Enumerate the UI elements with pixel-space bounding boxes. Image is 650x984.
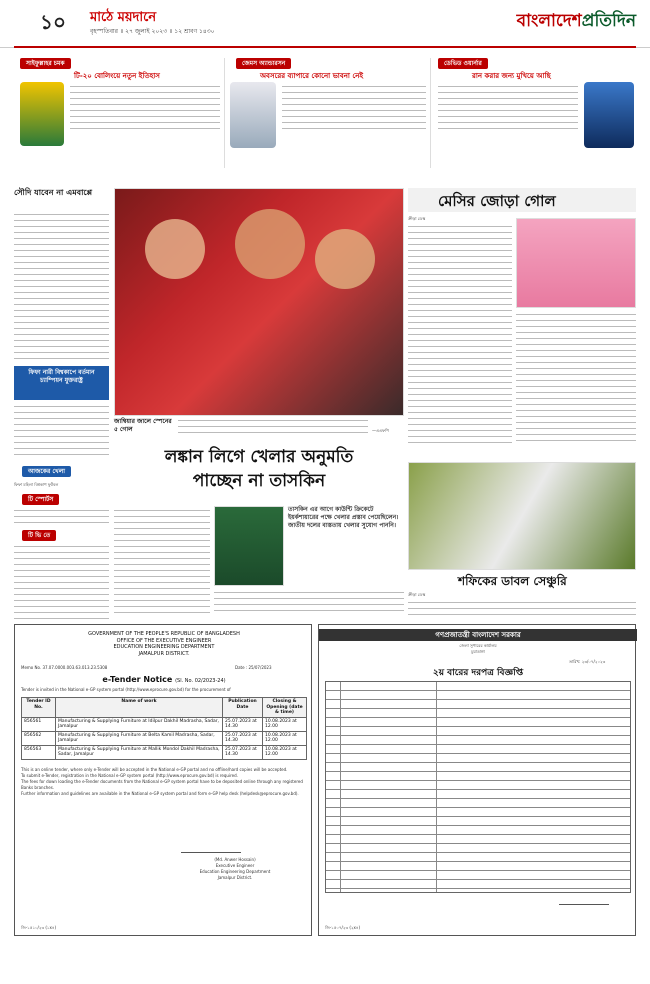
e-tender-notice [14, 624, 312, 936]
tv-schedule [14, 544, 109, 620]
signature-icon [559, 895, 609, 905]
story-headline: রান করার জন্য মুখিয়ে আছি [472, 72, 551, 80]
page-header [0, 0, 650, 48]
divider [430, 58, 431, 168]
tashkin-headline-1: লঙ্কান লিগে খেলার অনুমতি [164, 447, 354, 467]
photo-caption-body [178, 418, 368, 434]
top-story-1 [14, 58, 222, 184]
player-photo [584, 82, 634, 148]
header-rule [14, 46, 636, 48]
divider [224, 58, 225, 168]
office-line: জেলা সুপারের কার্যালয় [459, 643, 497, 648]
shafique-headline-band [408, 572, 636, 590]
notice-footer [21, 767, 307, 797]
brand-part-b: প্রতিদিন [581, 11, 636, 31]
tashkin-side-note: তাসকিন এর আগে কাউন্টি ক্রিকেটে ইয়র্কশায়ারের পক্ষে খেলার প্রস্তাব পেয়েছিলেন। জাতীয় দলের ব্যস্ততায় খেলার সুযোগ পাননি। [288, 506, 399, 529]
tashkin-body [214, 590, 404, 616]
shafique-photo [408, 462, 636, 570]
fixtures-tag: আজকের খেলা [22, 466, 71, 477]
player-figure [235, 209, 305, 279]
signer-name: (Md. Anwer Hossain) [214, 857, 256, 862]
left-column [14, 188, 109, 528]
brand-part-a: বাংলাদেশ [516, 11, 582, 31]
tashkin-photo [214, 506, 284, 586]
shafique-headline: শফিকের ডাবল সেঞ্চুরি [458, 574, 567, 588]
notice-title: e-Tender Notice [102, 675, 173, 684]
gov-line: GOVERNMENT OF THE PEOPLE'S REPUBLIC OF BANGLADESH [88, 631, 240, 637]
notice-issuer [15, 631, 313, 657]
byline: ক্রীড়া ডেস্ক [408, 216, 426, 221]
publication-date: 25.07.2023 at 14.30 [223, 731, 263, 745]
publication-date: 25.07.2023 at 14.30 [223, 717, 263, 731]
table-row [22, 731, 307, 745]
tashkin-headline-2: পাচ্ছেন না তাসকিন [192, 471, 326, 491]
top-story-2 [226, 58, 428, 184]
story-tag: জেমস অ্যান্ডারসন [236, 58, 291, 69]
story-body [408, 600, 636, 618]
player-photo [230, 82, 276, 148]
player-figure [145, 219, 205, 279]
listing [14, 508, 109, 524]
table-rule [340, 682, 341, 892]
story-body [408, 224, 512, 444]
footer-line: To submit e-Tender, registration in the National e-GP system portal (http://www.eprocure.gov.bd) is required. [21, 773, 238, 778]
notice-title: ২য় বারের দরপত্র বিজ্ঞপ্তি [432, 668, 524, 678]
story-body [516, 312, 636, 444]
notice-table [325, 681, 631, 893]
tashkin-headline-block [114, 446, 404, 502]
tender-id: 856563 [22, 745, 56, 759]
department-line: EDUCATION ENGINEERING DEPARTMENT [113, 644, 215, 650]
gov-banner: গণপ্রজাতন্ত্রী বাংলাদেশ সরকার [319, 629, 637, 641]
tv-tag: টি ভি তে [22, 530, 56, 541]
work-name: Manufacturing & Supplying Furniture at Belta Kamil Madrasha, Sadar, Jamalpur [56, 731, 223, 745]
memo-number: Memo No. 37.07.0000.003.63.013.23.5308 [21, 665, 108, 670]
table-row [22, 717, 307, 731]
messi-headline: মেসির জোড়া গোল [438, 192, 556, 210]
story-tag: ডেভিড ওয়ার্নার [438, 58, 488, 69]
signer-title: Executive Engineer [215, 863, 255, 868]
fixtures-item: ফিফা মহিলা বিশ্বকাপ ফুটবল [14, 482, 59, 487]
story-body [70, 84, 220, 132]
tv-listing [14, 530, 109, 620]
notice-serial: (Sl. No. 02/2023-24) [175, 678, 226, 684]
district-line: JAMALPUR DISTRICT. [138, 650, 190, 657]
page-number: ১০ [40, 10, 66, 34]
story-headline: অবসরের ব্যাপারে কোনো ভাবনা নেই [260, 72, 364, 80]
column-header: Publication Date [223, 698, 263, 718]
story-headline: টি-২০ বোলিংয়ে নতুন ইতিহাস [74, 72, 160, 80]
top-story-3 [432, 58, 636, 184]
date-line: বৃহস্পতিবার ॥ ২৭ জুলাই ২০২৩ ॥ ১২ শ্রাবণ ১৪৩০ [90, 28, 215, 35]
notice-date: Date : 25/07/2023 [235, 665, 272, 670]
story-tag: সাইফুল্লাহর চমক [20, 58, 71, 69]
district-line: চুয়াডাঙ্গা [471, 649, 485, 654]
tender-id: 856562 [22, 731, 56, 745]
tender-id: 856561 [22, 717, 56, 731]
photo-credit: —এএফপি [372, 428, 389, 433]
story-title: সৌদি যাবেন না এমবাপ্পে [14, 188, 93, 197]
table-row [22, 745, 307, 759]
office-line: OFFICE OF THE EXECUTIVE ENGINEER [116, 637, 212, 644]
notice-intro: Tender is invited in the National e-GP system portal (http://www.eprocure.gov.bd) for the procurement of [21, 687, 231, 692]
footer-line: This is an online tender, where only e-Tender will be accepted in the National e-GP portal and no offline/hard copies will be accepted. [21, 767, 288, 772]
bangla-tender-notice [318, 624, 636, 936]
work-name: Manufacturing & Supplying Furniture at Idilpur Dakhil Madrasha, Sadar, Jamalpur [56, 717, 223, 731]
tender-table [21, 697, 307, 760]
story-body [14, 404, 109, 458]
photo-caption-title: জাম্বিয়ার জালে স্পেনের ৫ গোল [114, 418, 172, 433]
footer-line: Further information and guidelines are available in the National e-GP system portal and form e-GP help desk (helpdesk@eprocure.gov.bd). [21, 791, 299, 796]
byline: ক্রীড়া ডেস্ক [408, 592, 426, 597]
notice-reference: জি-১৫১০/২৩ (১x৪) [21, 925, 57, 930]
column-header: Tender ID No. [22, 698, 56, 718]
notice-title-row [15, 675, 313, 684]
publication-date: 25.07.2023 at 14.30 [223, 745, 263, 759]
footer-line: The fees for down loading the e-Tender documents from the National e-GP system portal have to be deposited online through any registered Banks branches. [21, 779, 303, 790]
signature-icon [181, 841, 241, 853]
work-name: Manufacturing & Supplying Furniture at Mallik Mondol Dakhil Madrasha, Sadar, Jamalpur [56, 745, 223, 759]
player-figure [315, 229, 375, 289]
story-body [282, 84, 426, 132]
notice-reference: জি-১৫০৭/২৩ (২x৪) [325, 925, 361, 930]
signer-department: Education Engineering Department [199, 869, 271, 874]
player-photo [20, 82, 64, 146]
story-body [14, 212, 109, 362]
messi-story [408, 188, 636, 458]
team-celebration-photo [114, 188, 404, 416]
closing-date: 10.08.2023 at 12.00 [263, 731, 307, 745]
sports-tag: টি স্পোর্টস [22, 494, 59, 505]
notice-date: তারিখ: ২৩/০৭/২০২৩ [569, 659, 606, 664]
section-title: মাঠে ময়দানে [90, 10, 157, 25]
closing-date: 10.08.2023 at 12.00 [263, 745, 307, 759]
story-body [438, 84, 578, 132]
messi-photo [516, 218, 636, 308]
table-header-row [22, 698, 307, 718]
signer-district: Jamalpur District. [217, 875, 253, 880]
story-title-box: ফিফা নারী বিশ্বকাপে বর্তমান চ্যাম্পিয়ন যুক্তরাষ্ট্র [14, 366, 109, 400]
closing-date: 10.08.2023 at 12.00 [263, 717, 307, 731]
tashkin-body [114, 508, 210, 616]
column-header: Closing & Opening (date & time) [263, 698, 307, 718]
column-header: Name of work [56, 698, 223, 718]
table-rule [436, 682, 437, 892]
masthead-logo [517, 8, 636, 36]
signer-block [165, 857, 305, 881]
